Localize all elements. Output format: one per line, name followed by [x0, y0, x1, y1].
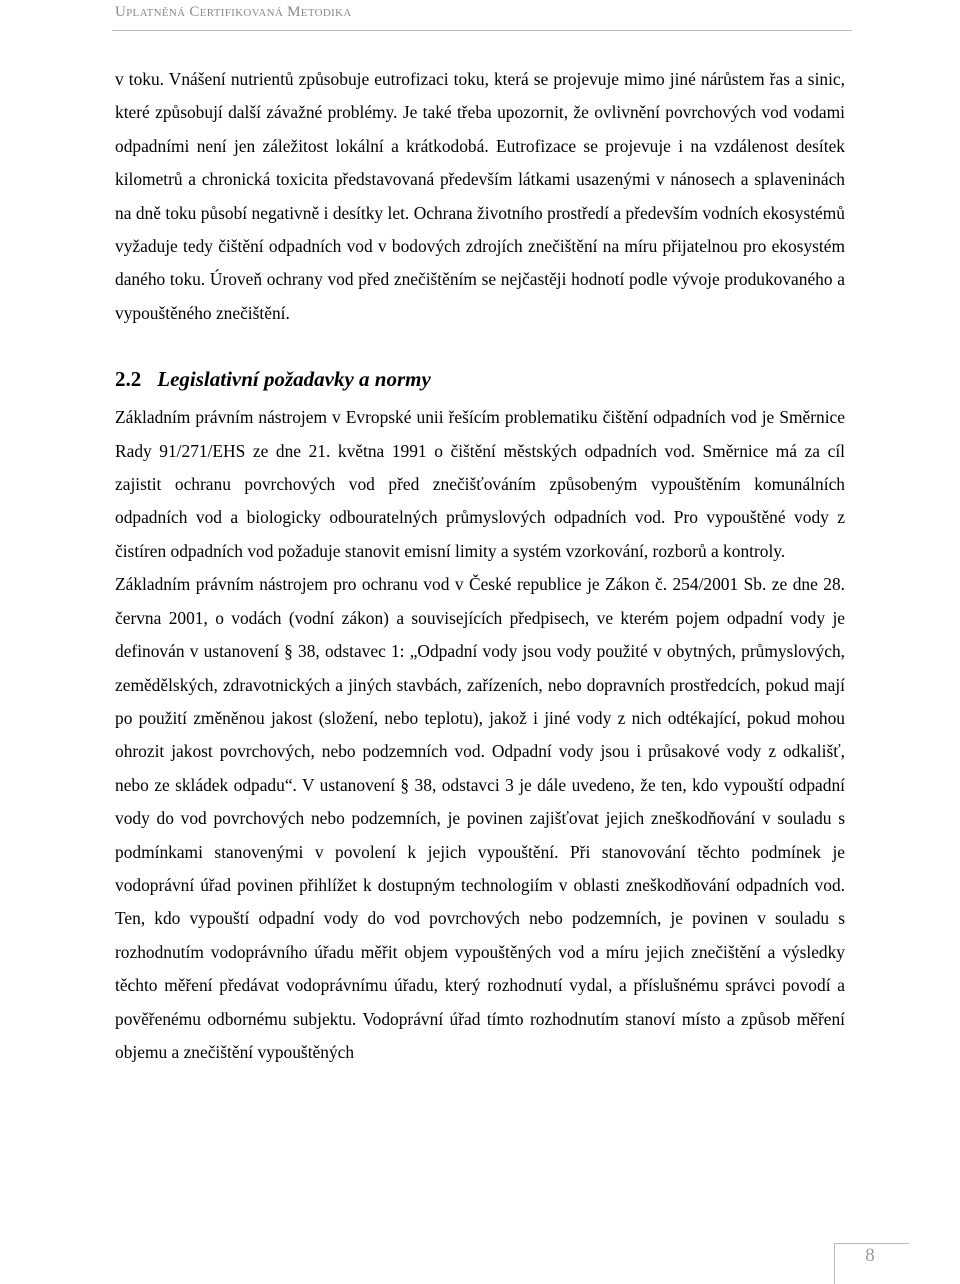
section-heading	[115, 363, 845, 395]
paragraph-eutrophication: v toku. Vnášení nutrientů způsobuje eutrofizaci toku, která se projevuje mimo jiné nárůstem řas a sinic, které způsobují další závažné problémy. Je také třeba upozornit, že ovlivnění povrchových vod vodami odpadními není jen záležitost lokální a krátkodobá. Eutrofizace se projevuje i na vzdálenost desítek kilometrů a chronická toxicita představovaná především látkami usazenými v nánosech a splaveninách na dně toku působí negativně i desítky let. Ochrana životního prostředí a především vodních ekosystémů vyžaduje tedy čištění odpadních vod v bodových zdrojích znečištění na míru přijatelnou pro ekosystém daného toku. Úroveň ochrany vod před znečištěním se nejčastěji hodnotí podle vývoje produkovaného a vypouštěného znečištění.	[115, 69, 845, 323]
header-divider	[112, 30, 852, 31]
paragraph-eu-directive: Základním právním nástrojem v Evropské unii řešícím problematiku čištění odpadních vod je Směrnice Rady 91/271/EHS ze dne 21. května 1991 o čištění městských odpadních vod. Směrnice má za cíl zajistit ochranu povrchových vod před znečišťováním způsobeným vypouštěním komunálních odpadních vod a biologicky odbouratelných průmyslových odpadních vod. Pro vypouštěné vody z čistíren odpadních vod požaduje stanovit emisní limity a systém vzorkování, rozborů a kontroly.	[115, 407, 845, 561]
page-body	[115, 63, 845, 1069]
section-title: Legislativní požadavky a normy	[157, 367, 431, 392]
running-header: Uplatněná Certifikovaná Metodika	[115, 4, 352, 20]
page-number: 8	[865, 1245, 875, 1266]
paragraph-czech-water-act: Základním právním nástrojem pro ochranu vod v České republice je Zákon č. 254/2001 Sb. ze dne 28. června 2001, o vodách (vodní zákon) a souvisejících předpisech, ve kterém pojem odpadní vody je definován v ustanovení § 38, odstavec 1: „Odpadní vody jsou vody použité v obytných, průmyslových, zemědělských, zdravotnických a jiných stavbách, zařízeních, nebo dopravních prostředcích, pokud mají po použití změněnou jakost (složení, nebo teplotu), jakož i jiné vody z nich odtékající, pokud mohou ohrozit jakost povrchových, nebo podzemních vod. Odpadní vody jsou i průsakové vody z odkališť, nebo ze skládek odpadu“. V ustanovení § 38, odstavci 3 je dále uvedeno, že ten, kdo vypouští odpadní vody do vod povrchových nebo podzemních, je povinen zajišťovat jejich zneškodňování v souladu s podmínkami stanovenými v povolení k jejich vypouštění. Při stanovování těchto podmínek je vodoprávní úřad povinen přihlížet k dostupným technologiím v oblasti zneškodňování odpadních vod. Ten, kdo vypouští odpadní vody do vod povrchových nebo podzemních, je povinen v souladu s rozhodnutím vodoprávního úřadu měřit objem vypouštěných vod a míru jejich znečištění a výsledky těchto měření předávat vodoprávnímu úřadu, který rozhodnutí vydal, a příslušnému správci povodí a pověřenému odbornému subjektu. Vodoprávní úřad tímto rozhodnutím stanoví místo a způsob měření objemu a znečištění vypouštěných	[115, 574, 845, 1062]
section-number: 2.2	[115, 367, 142, 392]
